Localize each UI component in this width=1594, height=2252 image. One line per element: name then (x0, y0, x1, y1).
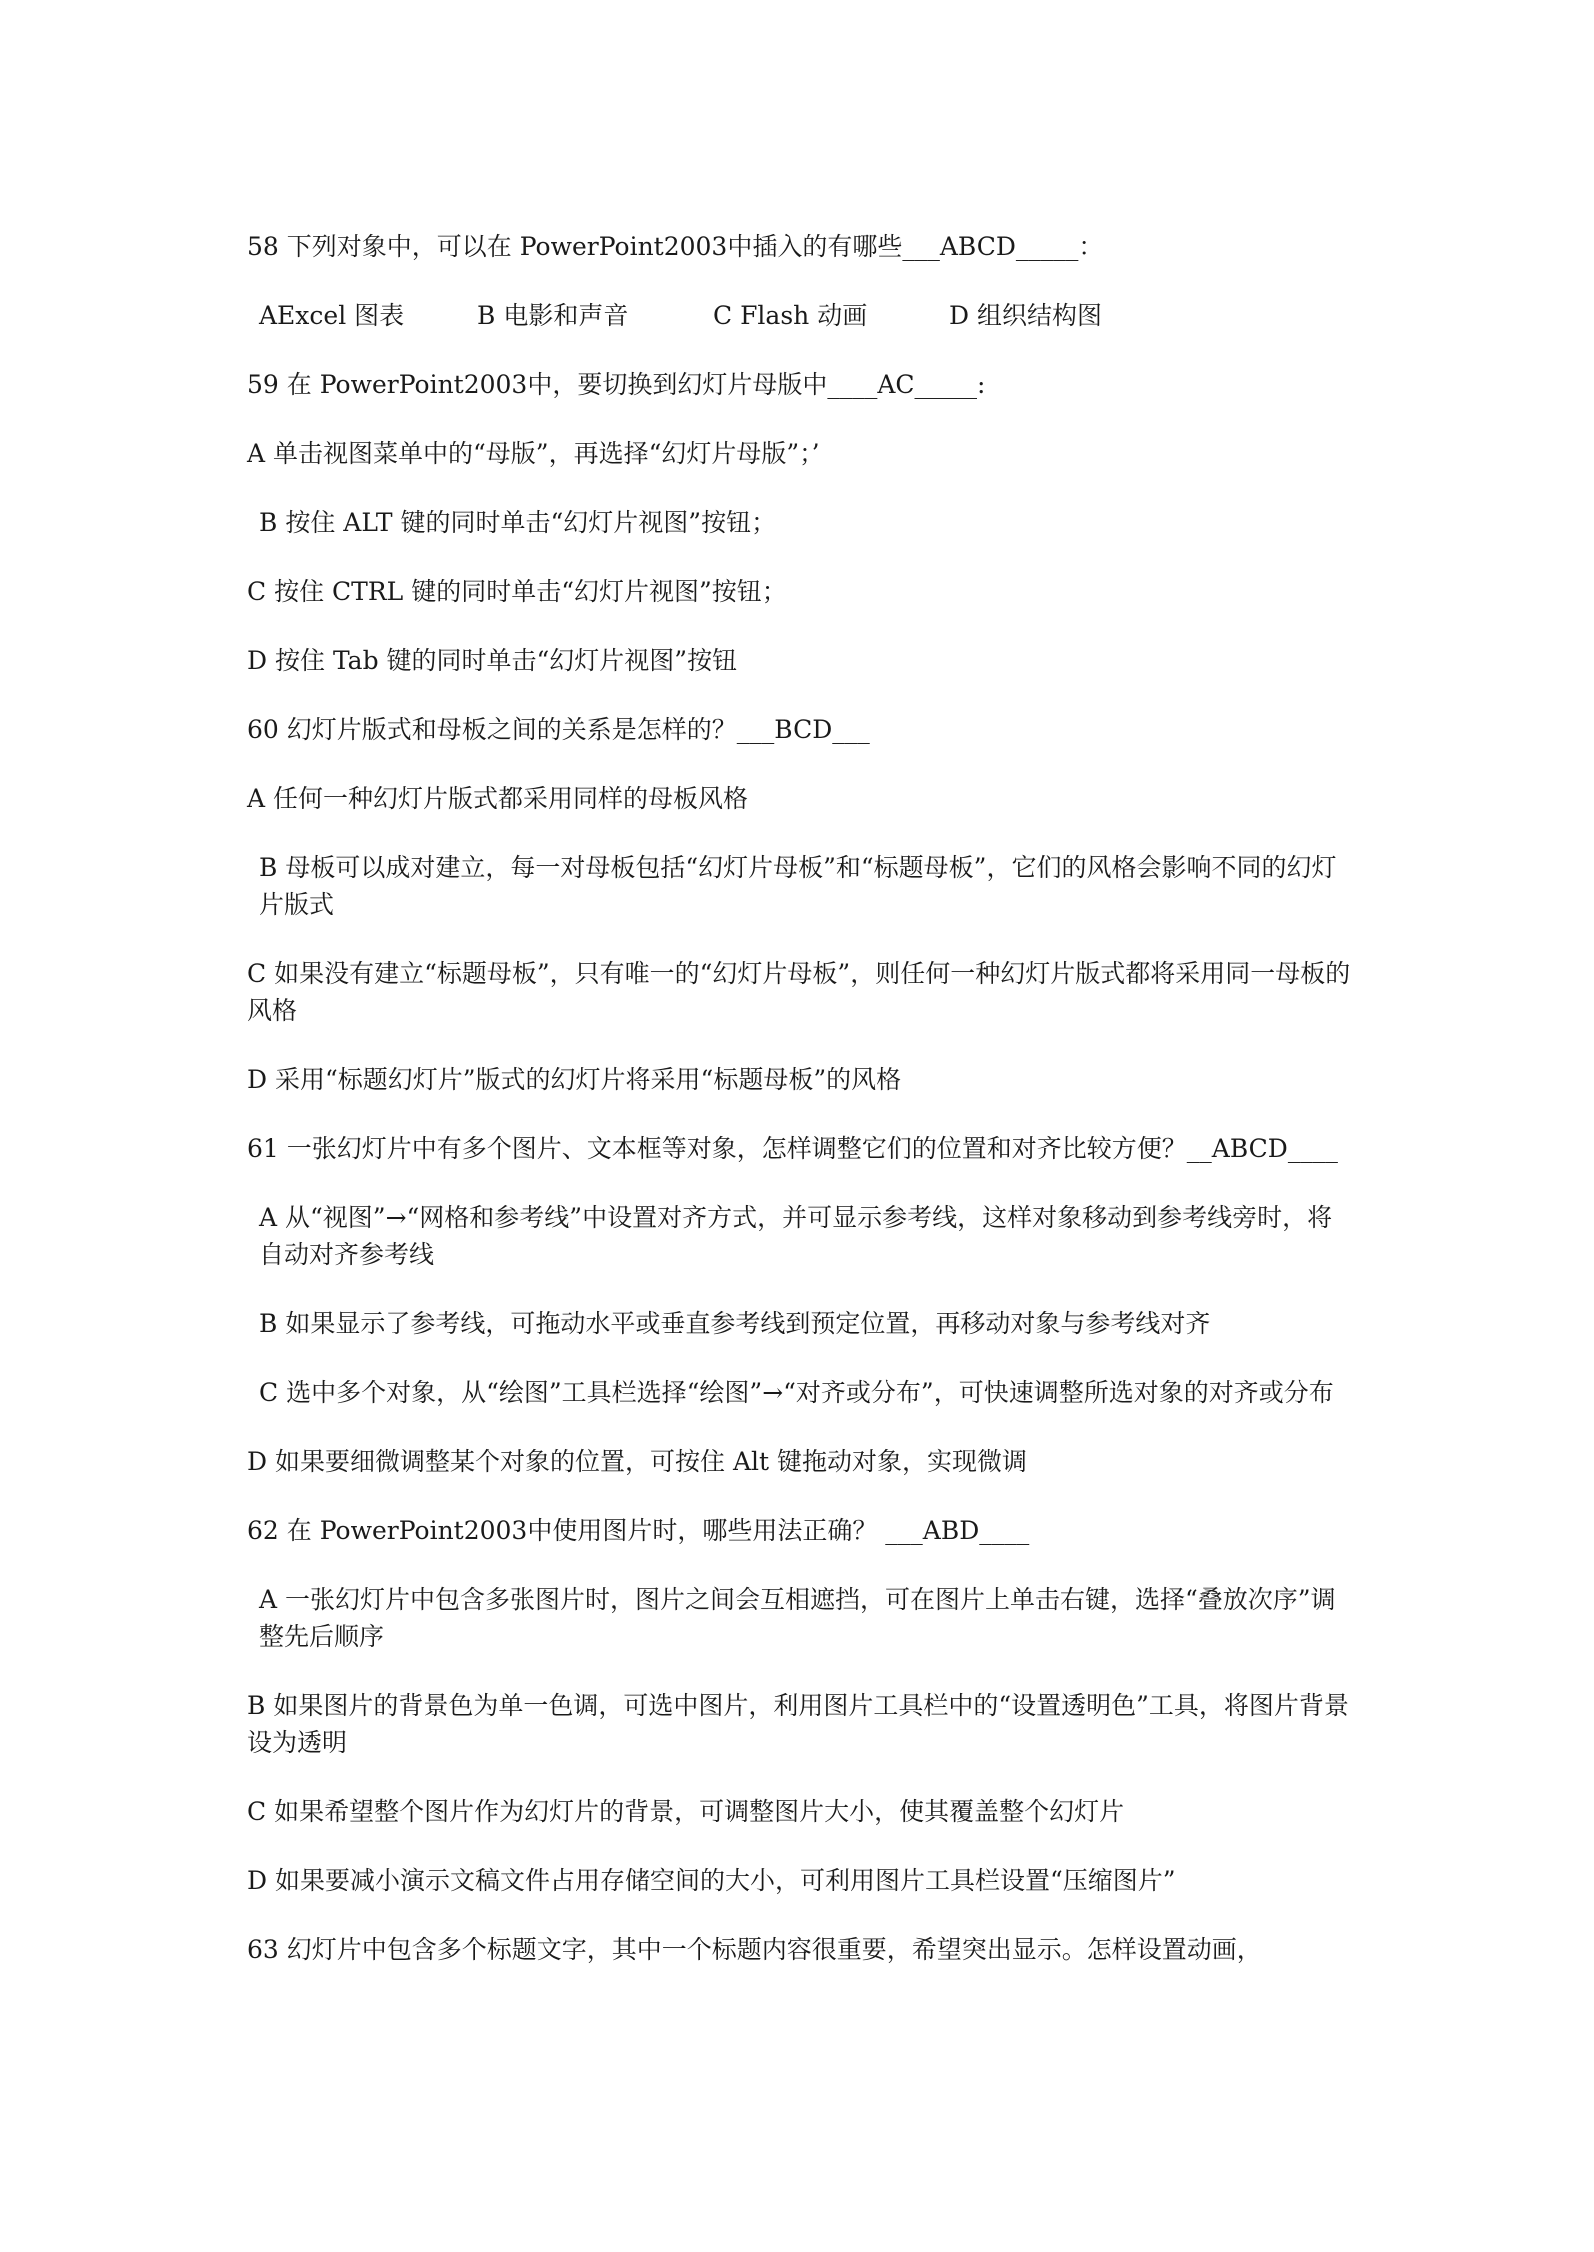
question-58-option-b: B 电影和声音 (477, 301, 629, 330)
question-59-stem: 59 在 PowerPoint2003中，要切换到幻灯片母版中____AC_____: (247, 370, 986, 399)
question-58-option-a: AExcel 图表 (259, 301, 405, 330)
question-62-option-d: D 如果要减小演示文稿文件占用存储空间的大小，可利用图片工具栏设置“压缩图片” (247, 1866, 1176, 1895)
question-60-option-d: D 采用“标题幻灯片”版式的幻灯片将采用“标题母板”的风格 (247, 1065, 902, 1094)
question-59-option-c: C 按住 CTRL 键的同时单击“幻灯片视图”按钮； (247, 577, 787, 606)
question-62-option-c: C 如果希望整个图片作为幻灯片的背景，可调整图片大小，使其覆盖整个幻灯片 (247, 1797, 1125, 1826)
document-body (247, 228, 1357, 2000)
question-61-option-b: B 如果显示了参考线，可拖动水平或垂直参考线到预定位置，再移动对象与参考线对齐 (259, 1309, 1211, 1338)
question-61-stem: 61 一张幻灯片中有多个图片、文本框等对象，怎样调整它们的位置和对齐比较方便？__ABCD____ (247, 1134, 1338, 1163)
question-62-stem: 62 在 PowerPoint2003中使用图片时，哪些用法正确？ ___ABD____ (247, 1516, 1030, 1545)
question-60-stem: 60 幻灯片版式和母板之间的关系是怎样的？___BCD___ (247, 715, 870, 744)
question-58-options (247, 297, 1357, 334)
question-63-stem: 63 幻灯片中包含多个标题文字，其中一个标题内容很重要，希望突出显示。怎样设置动画， (247, 1935, 1262, 1964)
question-58-option-c: C Flash 动画 (713, 301, 868, 330)
question-60-option-c: C 如果没有建立“标题母板”，只有唯一的“幻灯片母板”，则任何一种幻灯片版式都将采用同一母板的风格 (247, 959, 1351, 1025)
question-61-option-d: D 如果要细微调整某个对象的位置，可按住 Alt 键拖动对象，实现微调 (247, 1447, 1027, 1476)
question-61-option-a: A 从“视图”→“网格和参考线”中设置对齐方式，并可显示参考线，这样对象移动到参考线旁时，将自动对齐参考线 (259, 1203, 1333, 1269)
question-58-stem: 58 下列对象中，可以在 PowerPoint2003中插入的有哪些___ABCD_____： (247, 232, 1104, 261)
question-59-option-b: B 按住 ALT 键的同时单击“幻灯片视图”按钮； (259, 508, 777, 537)
question-62-option-a: A 一张幻灯片中包含多张图片时，图片之间会互相遮挡，可在图片上单击右键，选择“叠放次序”调整先后顺序 (259, 1585, 1336, 1651)
question-61-option-c: C 选中多个对象，从“绘图”工具栏选择“绘图”→“对齐或分布”，可快速调整所选对象的对齐或分布 (259, 1378, 1334, 1407)
question-59-option-a: A 单击视图菜单中的“母版”，再选择“幻灯片母版”；’ (247, 439, 820, 468)
question-59-option-d: D 按住 Tab 键的同时单击“幻灯片视图”按钮 (247, 646, 738, 675)
question-60-option-a: A 任何一种幻灯片版式都采用同样的母板风格 (247, 784, 749, 813)
question-58-option-d: D 组织结构图 (949, 301, 1102, 330)
question-62-option-b: B 如果图片的背景色为单一色调，可选中图片，利用图片工具栏中的“设置透明色”工具，将图片背景设为透明 (247, 1691, 1349, 1757)
question-60-option-b: B 母板可以成对建立，每一对母板包括“幻灯片母板”和“标题母板”，它们的风格会影响不同的幻灯片版式 (259, 853, 1337, 919)
